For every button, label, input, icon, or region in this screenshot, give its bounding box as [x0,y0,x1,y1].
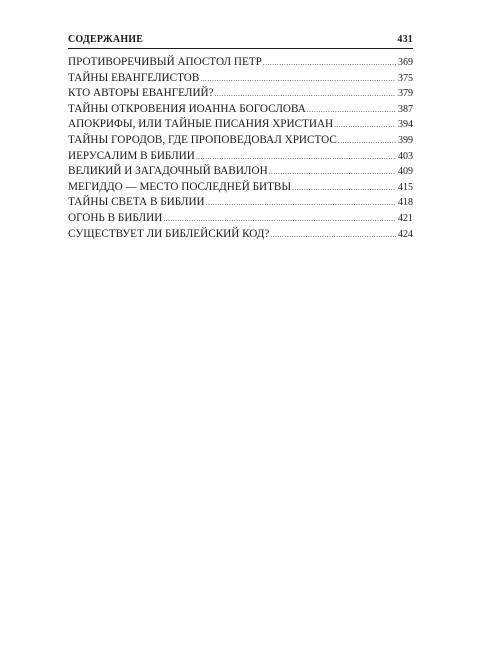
dot-leader [163,212,396,228]
dot-leader [200,72,396,88]
toc-entry-title: ТАЙНЫ ЕВАНГЕЛИСТОВ [68,71,200,84]
toc-entry [68,211,413,227]
toc-entry-title: ТАЙНЫ ГОРОДОВ, ГДЕ ПРОПОВЕДОВАЛ ХРИСТОС [68,133,337,146]
toc-entry-title: ПРОТИВОРЕЧИВЫЙ АПОСТОЛ ПЕТР [68,56,262,68]
toc-entry-page: 375 [398,72,413,84]
toc-entry-title: СУЩЕСТВУЕТ ЛИ БИБЛЕЙСКИЙ КОД? [68,227,270,240]
toc-entry-title: ТАЙНЫ СВЕТА В БИБЛИИ [68,196,205,209]
section-title: СОДЕРЖАНИЕ [68,34,144,45]
dot-leader [263,56,396,72]
toc-entry-page: 421 [398,212,413,224]
toc-entry-page: 403 [398,150,413,162]
toc-entry [68,117,413,133]
dot-leader [292,181,396,197]
toc-entry-page: 415 [398,181,413,193]
toc-entry-page: 418 [398,197,413,209]
dot-leader [196,150,396,166]
dot-leader [338,134,396,150]
toc-entry [68,227,413,243]
dot-leader [215,87,396,103]
toc-entry-page: 369 [398,57,413,68]
toc-entry [68,71,413,87]
toc-entry-page: 379 [398,88,413,100]
dot-leader [269,165,396,181]
page-number: 431 [397,34,413,45]
running-head [68,34,413,49]
book-page [68,34,413,242]
toc-entry [68,180,413,196]
toc-entry [68,164,413,180]
toc-entry [68,86,413,102]
dot-leader [307,103,396,119]
table-of-contents [68,55,413,242]
toc-entry-title: ИЕРУСАЛИМ В БИБЛИИ [68,149,195,162]
dot-leader [270,228,396,244]
dot-leader [206,196,396,212]
toc-entry-page: 394 [398,119,413,131]
toc-entry-title: ТАЙНЫ ОТКРОВЕНИЯ ИОАННА БОГОСЛОВА [68,102,306,115]
dot-leader [334,118,396,134]
toc-entry-title: МЕГИДДО — МЕСТО ПОСЛЕДНЕЙ БИТВЫ [68,180,292,193]
toc-entry [68,102,413,118]
toc-entry [68,149,413,165]
toc-entry [68,133,413,149]
toc-entry-title: КТО АВТОРЫ ЕВАНГЕЛИЙ? [68,87,214,100]
toc-entry-title: ВЕЛИКИЙ И ЗАГАДОЧНЫЙ ВАВИЛОН [68,165,268,178]
toc-entry [68,195,413,211]
toc-entry [68,55,413,71]
toc-entry-page: 409 [398,166,413,178]
toc-entry-page: 387 [398,103,413,115]
toc-entry-title: АПОКРИФЫ, ИЛИ ТАЙНЫЕ ПИСАНИЯ ХРИСТИАН [68,118,334,131]
toc-entry-title: ОГОНЬ В БИБЛИИ [68,211,163,224]
toc-entry-page: 424 [398,228,413,240]
toc-entry-page: 399 [398,134,413,146]
